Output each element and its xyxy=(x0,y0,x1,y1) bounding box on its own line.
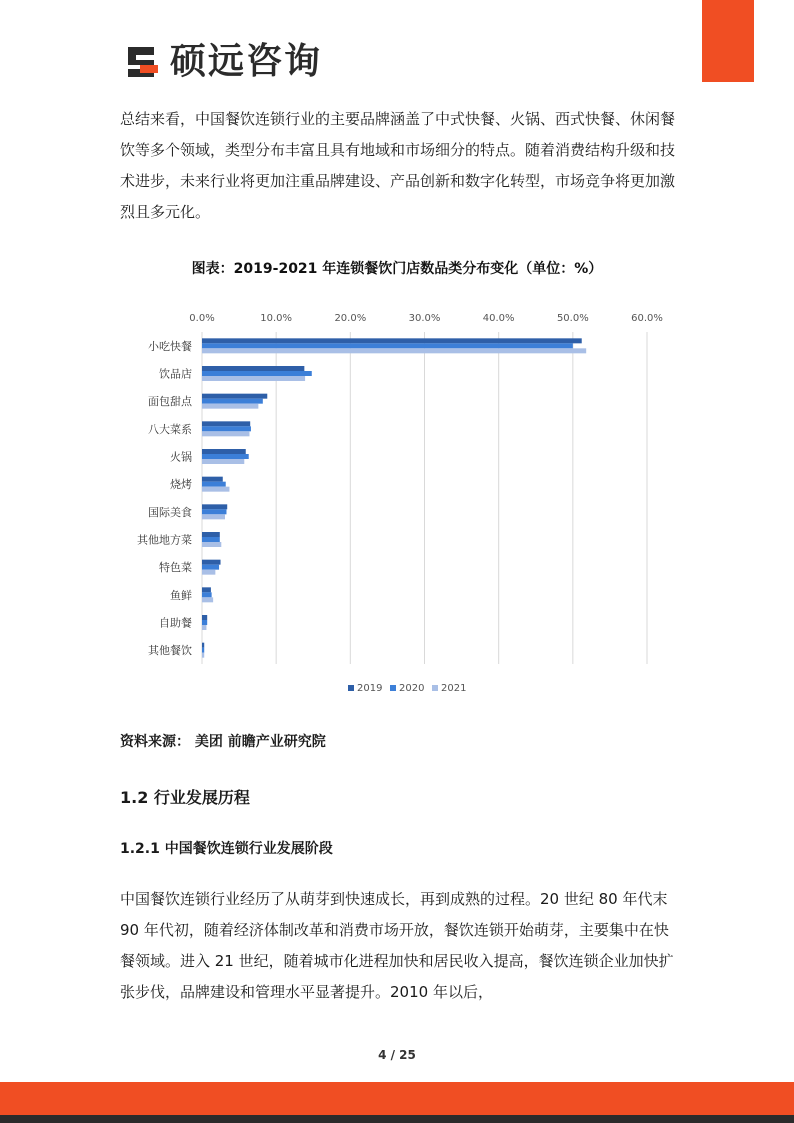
bar-2019 xyxy=(202,477,223,482)
bar-2019 xyxy=(202,560,221,565)
category-label: 特色菜 xyxy=(159,561,192,575)
x-tick-label: 40.0% xyxy=(482,313,515,324)
bar-2020 xyxy=(202,426,251,431)
footer-bar xyxy=(0,1082,794,1115)
footer-dark-strip xyxy=(0,1115,794,1123)
x-tick-label: 50.0% xyxy=(556,313,589,324)
bar-2019 xyxy=(202,449,246,454)
legend-swatch-2021 xyxy=(432,685,438,691)
bar-2021 xyxy=(202,570,215,575)
page-number: 4 / 25 xyxy=(378,1048,416,1062)
bar-2021 xyxy=(202,404,258,409)
bar-2020 xyxy=(202,399,263,404)
brand-logo xyxy=(124,42,322,82)
category-label: 国际美食 xyxy=(148,505,192,519)
bar-2019 xyxy=(202,643,204,648)
bar-2020 xyxy=(202,371,312,376)
bar-2020 xyxy=(202,620,207,625)
bar-2021 xyxy=(202,459,244,464)
logo-text: 硕远咨询 xyxy=(170,41,323,82)
bar-2020 xyxy=(202,343,573,348)
bar-2021 xyxy=(202,542,221,547)
bar-2021 xyxy=(202,514,225,519)
category-label: 烧烤 xyxy=(170,478,192,492)
history-paragraph: 中国餐饮连锁行业经历了从萌芽到快速成长，再到成熟的过程。20 世纪 80 年代末 90 年代初，随着经济体制改革和消费市场开放，餐饮连锁开始萌芽，主要集中在快餐领域。进入 21 世纪，随着城市化进程加快和居民收入提高，餐饮连锁企业加快扩张步伐，品牌建设和管理水平显著提升。2010 年以后， xyxy=(120,890,674,1001)
legend-swatch-2019 xyxy=(348,685,354,691)
x-tick-label: 20.0% xyxy=(334,313,367,324)
bar-2019 xyxy=(202,421,250,426)
bar-2020 xyxy=(202,454,249,459)
bar-2019 xyxy=(202,532,220,537)
category-label: 小吃快餐 xyxy=(148,339,192,353)
subsection-heading: 1.2.1 中国餐饮连锁行业发展阶段 xyxy=(120,841,333,857)
bar-2021 xyxy=(202,597,213,602)
x-tick-label: 30.0% xyxy=(408,313,441,324)
bar-2021 xyxy=(202,431,249,436)
category-label: 其他地方菜 xyxy=(137,533,192,547)
bar-2021 xyxy=(202,348,586,353)
corner-accent-block xyxy=(702,0,754,82)
legend-swatch-2020 xyxy=(390,685,396,691)
logo-mark-icon xyxy=(124,43,162,81)
bar-2021 xyxy=(202,653,204,658)
legend-label: 2021 xyxy=(441,683,467,694)
bar-chart xyxy=(120,300,680,710)
chart-title: 图表：2019-2021 年连锁餐饮门店数品类分布变化（单位：%） xyxy=(191,261,603,277)
bar-2020 xyxy=(202,482,226,487)
bar-2020 xyxy=(202,537,220,542)
legend-label: 2020 xyxy=(399,683,425,694)
bar-2020 xyxy=(202,565,219,570)
category-label: 其他餐饮 xyxy=(148,644,192,658)
category-label: 火锅 xyxy=(170,450,192,464)
bar-2020 xyxy=(202,592,212,597)
bar-2019 xyxy=(202,338,582,343)
bar-2019 xyxy=(202,587,211,592)
source-note: 资料来源： 美团 前瞻产业研究院 xyxy=(120,734,326,750)
category-label: 鱼鲜 xyxy=(170,588,192,602)
category-label: 自助餐 xyxy=(159,616,192,630)
category-label: 八大菜系 xyxy=(148,422,192,436)
category-label: 面包甜点 xyxy=(148,395,192,409)
x-tick-label: 0.0% xyxy=(189,313,215,324)
summary-paragraph: 总结来看，中国餐饮连锁行业的主要品牌涵盖了中式快餐、火锅、西式快餐、休闲餐饮等多个领域，类型分布丰富且具有地域和市场细分的特点。随着消费结构升级和技术进步，未来行业将更加注重品牌建设、产品创新和数字化转型，市场竞争将更加激烈且多元化。 xyxy=(120,110,676,221)
bar-2019 xyxy=(202,366,304,371)
bar-2019 xyxy=(202,615,207,620)
bar-2020 xyxy=(202,648,204,653)
section-heading: 1.2 行业发展历程 xyxy=(120,788,250,807)
bar-2019 xyxy=(202,504,227,509)
x-tick-label: 60.0% xyxy=(631,313,663,324)
x-tick-label: 10.0% xyxy=(260,313,293,324)
bar-2020 xyxy=(202,509,226,514)
bar-2021 xyxy=(202,487,229,492)
category-label: 饮品店 xyxy=(159,367,192,381)
bar-2021 xyxy=(202,625,206,630)
legend-label: 2019 xyxy=(357,683,383,694)
bar-2019 xyxy=(202,394,267,399)
bar-2021 xyxy=(202,376,305,381)
chart-svg xyxy=(120,300,680,710)
